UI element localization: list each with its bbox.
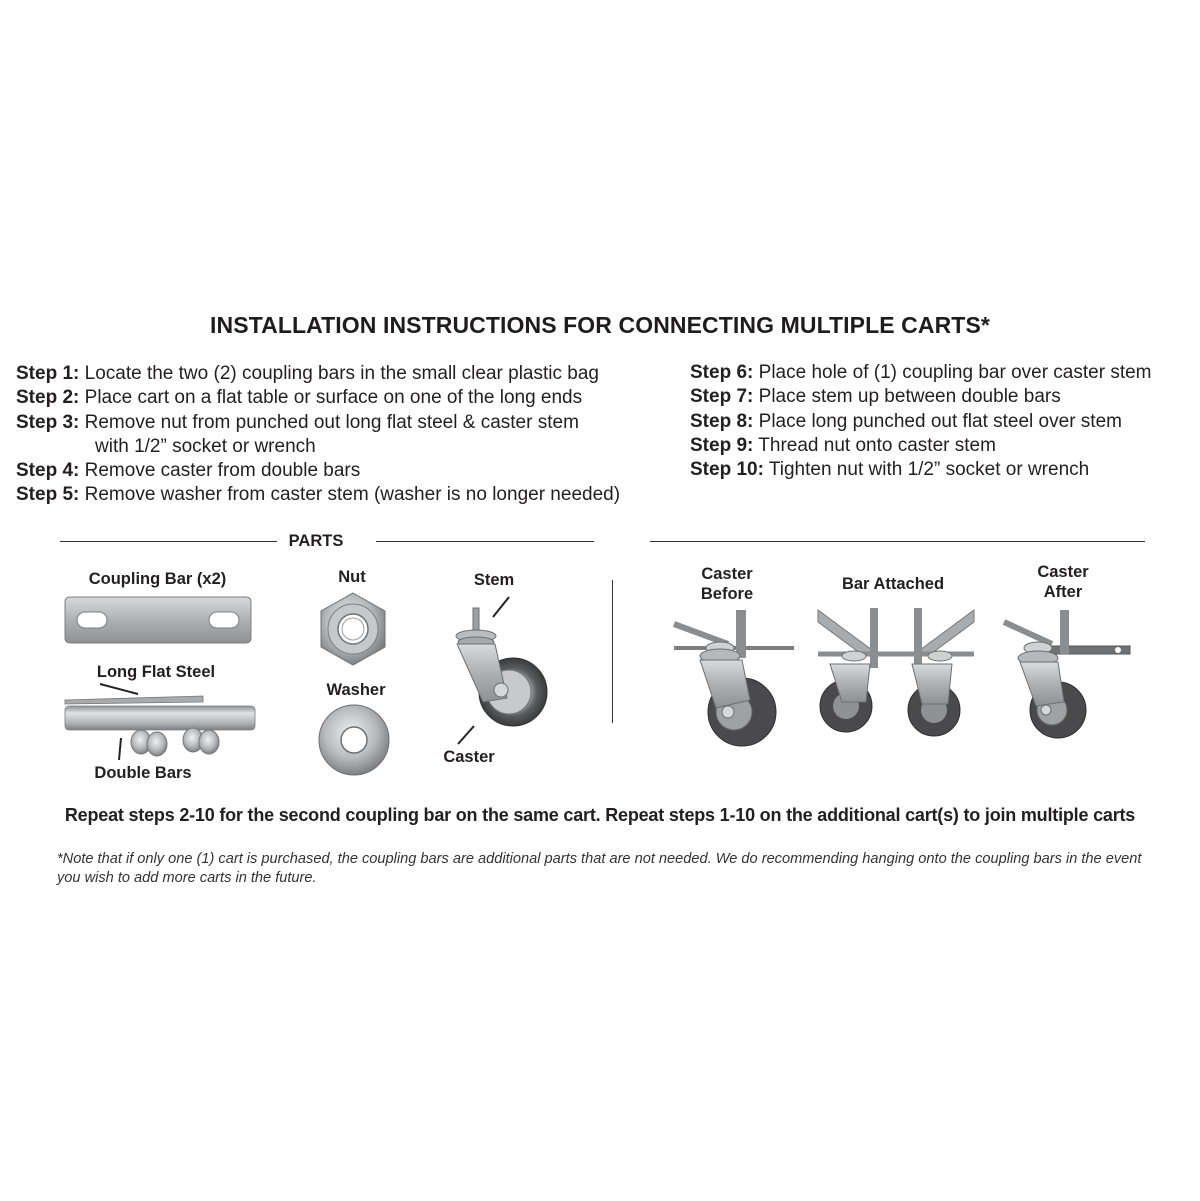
caster-label: Caster [443, 748, 495, 766]
parts-heading: PARTS [288, 532, 344, 550]
coupling-bar-icon [63, 596, 253, 644]
double-bars-pointer [111, 736, 131, 766]
long-flat-steel-label: Long Flat Steel [96, 663, 216, 681]
step-text: Place hole of (1) coupling bar over caster stem [758, 362, 1152, 383]
step-text: Locate the two (2) coupling bars in the small clear plastic bag [84, 363, 599, 384]
step-label: Step 9: [690, 434, 754, 456]
caster-after-photo [1000, 608, 1135, 743]
step-label: Step 7: [690, 386, 754, 408]
step-label: Step 2: [16, 387, 80, 409]
step-8 [690, 410, 1152, 434]
step-9 [690, 434, 1152, 458]
section-divider [612, 580, 613, 723]
step-label: Step 3: [16, 411, 80, 433]
step-label: Step 6: [690, 362, 754, 383]
step-text: Place long punched out flat steel over stem [758, 410, 1122, 432]
caster-after-line1: Caster [1037, 563, 1089, 581]
step-4 [16, 459, 620, 483]
steps-left-list [16, 362, 620, 508]
step-label: Step 10: [690, 459, 764, 481]
caster-part-icon [443, 606, 553, 736]
parts-rule-right [376, 541, 594, 542]
stem-label: Stem [473, 571, 515, 589]
repeat-instructions: Repeat steps 2-10 for the second coupling bar on the same cart. Repeat steps 1-10 on the additional cart(s) to join multiple carts [64, 805, 1136, 825]
step-6 [690, 361, 1152, 385]
caster-before-label [684, 564, 770, 604]
double-bars-icon [63, 690, 263, 760]
caster-before-line2: Before [700, 585, 754, 603]
step-text: Tighten nut with 1/2” socket or wrench [768, 459, 1090, 481]
step-10 [690, 458, 1152, 482]
step-1 [16, 362, 620, 386]
step-text: Remove caster from double bars [84, 460, 361, 482]
caster-after-label [1020, 562, 1106, 602]
step-text: Place cart on a flat table or surface on one of the long ends [84, 387, 583, 409]
step-5 [16, 483, 620, 507]
washer-label: Washer [326, 681, 386, 699]
parts-rule-left [60, 541, 277, 542]
page-title: INSTALLATION INSTRUCTIONS FOR CONNECTING MULTIPLE CARTS* [210, 312, 990, 338]
step-label: Step 8: [690, 410, 754, 432]
step-label: Step 1: [16, 363, 80, 384]
double-bars-label: Double Bars [94, 764, 192, 782]
step-label: Step 5: [16, 484, 80, 506]
step-text-continued: with 1/2” socket or wrench [95, 435, 316, 457]
coupling-bar-label: Coupling Bar (x2) [88, 570, 227, 588]
step-text: Thread nut onto caster stem [758, 434, 996, 456]
washer-icon [317, 703, 393, 779]
step-2 [16, 386, 620, 410]
photos-rule [650, 541, 1145, 542]
nut-label: Nut [338, 568, 366, 586]
bar-attached-photo [816, 606, 976, 746]
caster-before-line1: Caster [701, 565, 753, 583]
step-text: Remove nut from punched out long flat steel & caster stem [84, 411, 579, 433]
nut-icon [315, 591, 391, 667]
step-7 [690, 385, 1152, 409]
bar-attached-label: Bar Attached [841, 575, 945, 593]
step-label: Step 4: [16, 460, 80, 482]
caster-after-line2: After [1043, 583, 1083, 601]
footnote: *Note that if only one (1) cart is purchased, the coupling bars are additional parts that are not needed. We do recommending hanging onto the coupling bars in the event you wish to add more carts in the future. [57, 851, 1142, 886]
steps-right-list [690, 361, 1152, 482]
step-text: Remove washer from caster stem (washer is no longer needed) [84, 484, 621, 506]
step-text: Place stem up between double bars [758, 386, 1061, 408]
step-3 [16, 411, 620, 460]
caster-before-photo [670, 608, 800, 748]
